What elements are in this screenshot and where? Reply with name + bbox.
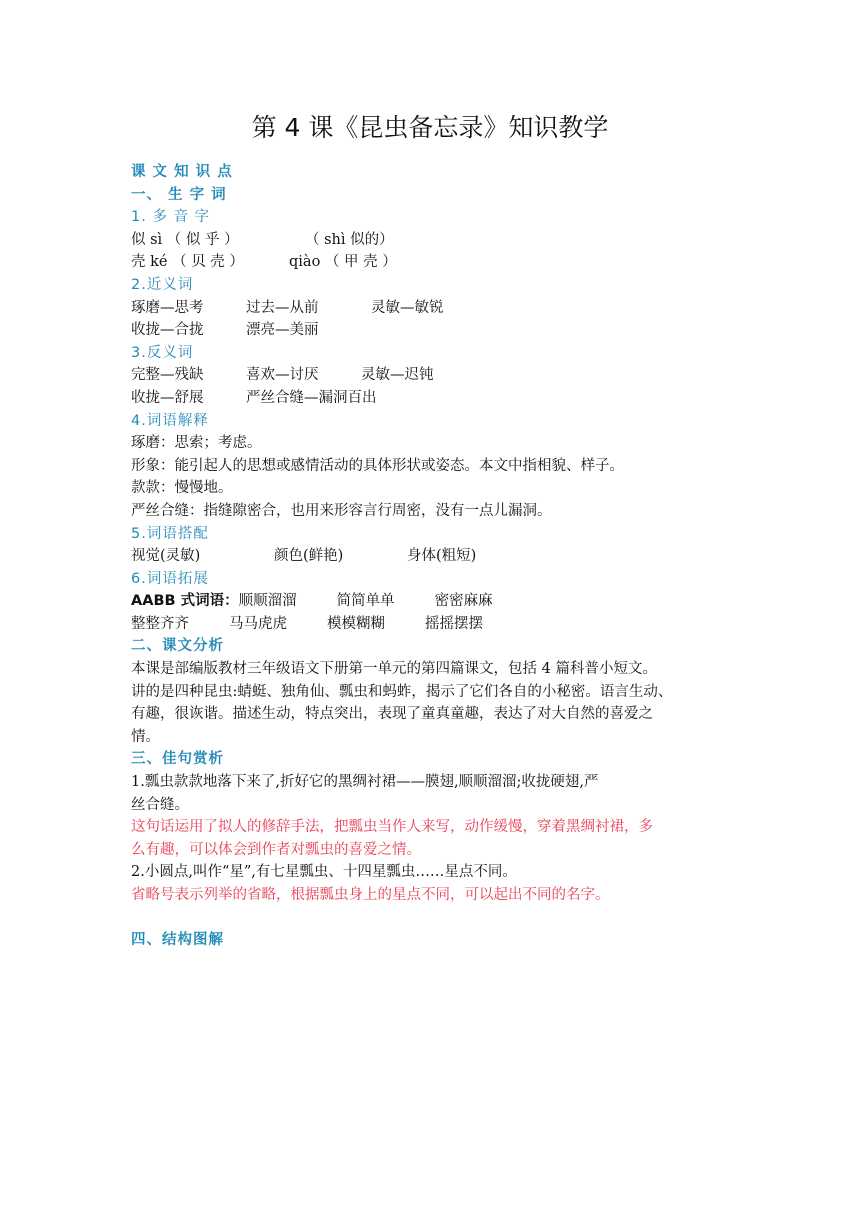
analysis-line: 情。 xyxy=(131,728,160,745)
expansion-word: 整整齐齐 xyxy=(131,615,189,632)
explanation-item: 款款：慢慢地。 xyxy=(131,480,233,497)
section-2-heading: 二、课文分析 xyxy=(131,638,224,655)
word-pair: 过去—从前 xyxy=(246,299,319,316)
analysis-line: 讲的是四种昆虫:蜻蜓、独角仙、瓢虫和蚂蚱，揭示了它们各自的小秘密。语言生动、 xyxy=(131,683,673,700)
word-pair: 严丝合缝—漏洞百出 xyxy=(246,389,377,406)
polyphone-item: 似 sì （ 似 乎 ） xyxy=(131,231,239,248)
word-pair: 喜欢—讨厌 xyxy=(246,367,319,384)
synonyms-heading: 2.近义词 xyxy=(131,276,194,293)
section-4-heading: 四、结构图解 xyxy=(131,931,224,948)
collocations-heading: 5.词语搭配 xyxy=(131,525,209,542)
appreciation-line: 这句话运用了拟人的修辞手法，把瓢虫当作人来写，动作缓慢，穿着黑绸衬裙，多 xyxy=(131,819,653,836)
word-pair: 灵敏—敏锐 xyxy=(371,299,444,316)
expansion-label: AABB 式词语： xyxy=(131,593,239,610)
word-pair: 收拢—合拢 xyxy=(131,322,204,339)
polyphone-item: （ shì 似的） xyxy=(305,231,394,248)
expansion-row xyxy=(131,590,735,613)
explanation-item: 严丝合缝：指缝隙密合，也用来形容言行周密，没有一点儿漏洞。 xyxy=(131,502,552,519)
antonyms-row xyxy=(131,364,735,387)
polyphone-item: qiào （ 甲 壳 ） xyxy=(289,254,397,271)
appreciation-line: 么有趣，可以体会到作者对瓢虫的喜爱之情。 xyxy=(131,841,421,858)
explanations-heading: 4.词语解释 xyxy=(131,412,209,429)
expansion-word: 简简单单 xyxy=(336,593,395,610)
polyphone-row xyxy=(131,251,735,274)
antonyms-row xyxy=(131,387,735,410)
section-1-heading: 一、 生 字 词 xyxy=(131,186,227,203)
word-pair: 漂亮—美丽 xyxy=(246,322,319,339)
antonyms-heading: 3.反义词 xyxy=(131,344,194,361)
collocation-item: 颜色(鲜艳) xyxy=(274,548,344,565)
document-body xyxy=(131,161,735,951)
analysis-line: 有趣，很诙谐。描述生动，特点突出，表现了童真童趣，表达了对大自然的喜爱之 xyxy=(131,706,653,723)
expansion-word: 模模糊糊 xyxy=(327,615,385,632)
expansion-word: 密密麻麻 xyxy=(434,593,493,610)
sentence-line: 1.瓢虫款款地落下来了,折好它的黑绸衬裙——膜翅,顺顺溜溜;收拢硬翅,严 xyxy=(131,774,599,791)
synonyms-row xyxy=(131,297,735,320)
analysis-line: 本课是部编版教材三年级语文下册第一单元的第四篇课文，包括 4 篇科普小短文。 xyxy=(131,661,657,678)
explanation-item: 形象：能引起人的思想或感情活动的具体形状或姿态。本文中指相貌、样子。 xyxy=(131,457,624,474)
expansion-word: 摇摇摆摆 xyxy=(425,615,483,632)
expansion-word: 马马虎虎 xyxy=(229,615,287,632)
expansion-heading: 6.词语拓展 xyxy=(131,570,209,587)
sentence-line: 2.小圆点,叫作“星”,有七星瓢虫、十四星瓢虫……星点不同。 xyxy=(131,864,517,881)
polyphone-heading: 1. 多 音 字 xyxy=(131,209,211,226)
word-pair: 完整—残缺 xyxy=(131,367,204,384)
word-pair: 收拢—舒展 xyxy=(131,389,204,406)
polyphone-row xyxy=(131,229,735,252)
word-pair: 灵敏—迟钝 xyxy=(361,367,434,384)
expansion-row xyxy=(131,613,735,636)
section-3-heading: 三、佳句赏析 xyxy=(131,751,224,768)
collocation-item: 视觉(灵敏) xyxy=(131,548,201,565)
polyphone-item: 壳 ké （ 贝 壳 ） xyxy=(131,254,244,271)
collocation-item: 身体(粗短) xyxy=(407,548,477,565)
synonyms-row xyxy=(131,319,735,342)
sentence-line: 丝合缝。 xyxy=(131,796,189,813)
collocations-row xyxy=(131,545,735,568)
section-main-heading: 课 文 知 识 点 xyxy=(131,164,233,180)
word-pair: 琢磨—思考 xyxy=(131,299,204,316)
appreciation-line: 省略号表示列举的省略，根据瓢虫身上的星点不同，可以起出不同的名字。 xyxy=(131,887,610,903)
spacer xyxy=(131,907,735,929)
expansion-word: 顺顺溜溜 xyxy=(238,593,297,610)
explanation-item: 琢磨：思索；考虑。 xyxy=(131,435,262,452)
page-title: 第 4 课《昆虫备忘录》知识教学 xyxy=(251,113,609,142)
